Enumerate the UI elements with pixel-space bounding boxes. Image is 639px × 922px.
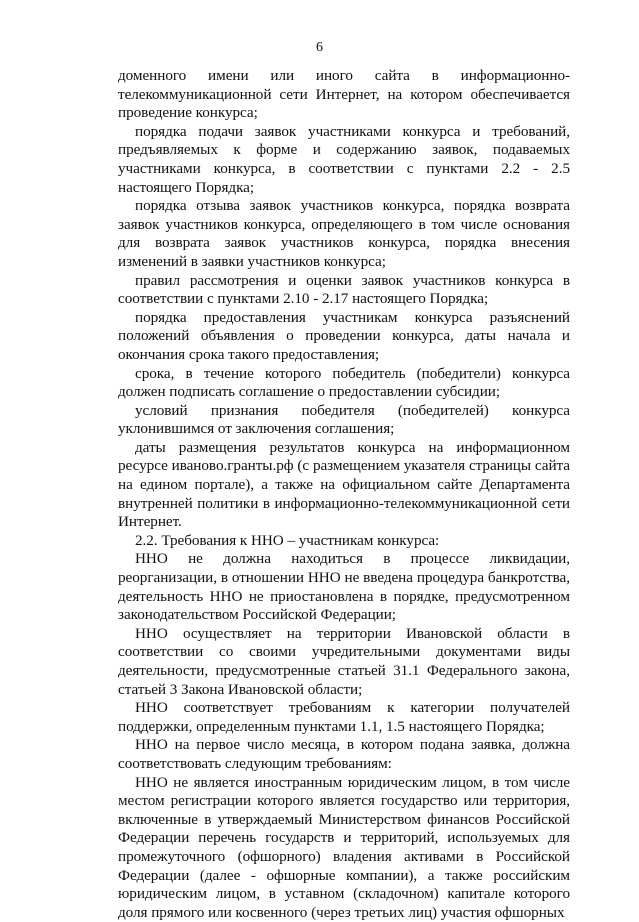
paragraph: ННО соответствует требованиям к категории получателей поддержки, определенным пунктами 1.1, 1.5 настоящего Порядка; xyxy=(118,699,570,735)
paragraph: правил рассмотрения и оценки заявок участников конкурса в соответствии с пунктами 2.10 - 2.17 настоящего Порядка; xyxy=(118,271,570,308)
paragraph: порядка подачи заявок участниками конкурса и требований, предъявляемых к форме и содержанию заявок, подаваемых участниками конкурса, в соответствии с пунктами 2.2 - 2.5 настоящего Порядка; xyxy=(118,122,570,196)
paragraph: порядка отзыва заявок участников конкурса, порядка возврата заявок участников конкурса, определяющего в том числе основания для возврата заявок участников конкурса, порядка внесения изменений в заявки участников конкурса; xyxy=(118,197,570,270)
paragraph: ННО не является иностранным юридическим лицом, в том числе местом регистрации которого является государство или территория, включенные в утверждаемый Министерством финансов Российской Федерации перечень государств и территорий, используемых для промежуточного (офшорного) владения активами в Российской Федерации (далее - офшорные компании), а также российским юридическим лицом, в уставном (складочном) капитале которого доля прямого или косвенного (через третьих лиц) участия офшорных xyxy=(118,773,570,921)
paragraph: условий признания победителя (победителей) конкурса уклонившимся от заключения соглашения; xyxy=(118,401,570,438)
paragraph: ННО на первое число месяца, в котором подана заявка, должна соответствовать следующим требованиям: xyxy=(118,736,570,772)
paragraph: даты размещения результатов конкурса на информационном ресурсе иваново.гранты.рф (с размещением указателя страницы сайта на едином портале), а также на официальном сайте Департамента внутренней политики в информационно-телекоммуникационной сети Интернет. xyxy=(118,438,570,531)
document-body xyxy=(118,67,570,922)
section-heading: 2.2. Требования к ННО – участникам конкурса: xyxy=(135,531,440,549)
paragraph: ННО не должна находиться в процессе ликвидации, реорганизации, в отношении ННО не введена процедура банкротства, деятельность ННО не приостановлена в порядке, предусмотренном законодательством Российской Федерации; xyxy=(118,550,570,624)
paragraph: ННО осуществляет на территории Ивановской области в соответствии со своими учредительными документами виды деятельности, предусмотренные статьей 31.1 Федерального закона, статьей 3 Закона Ивановской области; xyxy=(118,624,570,698)
paragraph: доменного имени или иного сайта в информационно-телекоммуникационной сети Интернет, на котором обеспечивается проведение конкурса; xyxy=(118,67,570,122)
page-number: 6 xyxy=(316,40,323,55)
paragraph: порядка предоставления участникам конкурса разъяснений положений объявления о проведении конкурса, даты начала и окончания срока такого предоставления; xyxy=(118,308,570,363)
paragraph: срока, в течение которого победитель (победители) конкурса должен подписать соглашение о предоставлении субсидии; xyxy=(118,364,570,401)
